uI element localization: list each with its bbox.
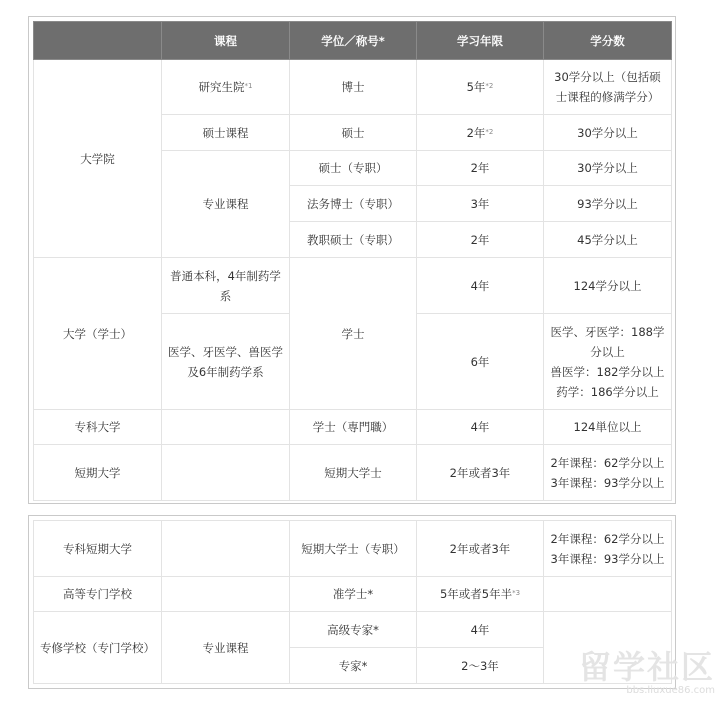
header-course: 课程	[162, 22, 290, 60]
row-label-specialist-junior-college: 专科短期大学	[34, 521, 162, 577]
degree-cell: 专家*	[290, 648, 417, 684]
row-label-grad-school: 大学院	[34, 60, 162, 258]
course-cell: 专业课程	[162, 151, 290, 258]
row-label-university: 大学（学士）	[34, 258, 162, 410]
years-cell: 5年$^{*2}$	[417, 60, 544, 115]
degree-table-panel-1	[28, 16, 676, 504]
credits-cell: 93学分以上	[544, 186, 672, 222]
watermark	[579, 649, 715, 696]
watermark-url: bbs.liuxue86.com	[626, 685, 715, 696]
years-cell: 2年或者3年	[417, 521, 544, 577]
table-row	[34, 521, 672, 577]
degree-cell: 硕士（专职）	[290, 151, 417, 186]
row-label-junior-college: 短期大学	[34, 445, 162, 501]
course-cell	[162, 410, 290, 445]
table-row	[34, 60, 672, 115]
table-header-row	[34, 22, 672, 60]
degree-cell: 短期大学士（专职）	[290, 521, 417, 577]
row-label-specialist-university: 专科大学	[34, 410, 162, 445]
table-row	[34, 577, 672, 612]
course-cell	[162, 521, 290, 577]
degree-cell: 硕士	[290, 115, 417, 151]
table-row	[34, 258, 672, 314]
header-degree: 学位／称号*	[290, 22, 417, 60]
years-cell: 3年	[417, 186, 544, 222]
years-cell: 2年	[417, 222, 544, 258]
credits-cell: 2年课程：62学分以上 3年课程：93学分以上	[544, 445, 672, 501]
degree-cell: 学士	[290, 258, 417, 410]
header-blank	[34, 22, 162, 60]
watermark-logo-text: 留学社区	[578, 648, 715, 686]
credits-cell: 124学分以上	[544, 258, 672, 314]
credits-cell: 30学分以上	[544, 115, 672, 151]
course-cell: 医学、牙医学、兽医学及6年制药学系	[162, 314, 290, 410]
course-cell: 普通本科，4年制药学系	[162, 258, 290, 314]
degree-cell: 高级专家*	[290, 612, 417, 648]
years-cell: 6年	[417, 314, 544, 410]
credits-cell: 124単位以上	[544, 410, 672, 445]
degree-cell: 学士（専門職）	[290, 410, 417, 445]
credits-cell: 45学分以上	[544, 222, 672, 258]
degree-cell: 法务博士（专职）	[290, 186, 417, 222]
degree-cell: 教职硕士（专职）	[290, 222, 417, 258]
course-cell: 专业课程	[162, 612, 290, 684]
row-label-technical-college: 高等专门学校	[34, 577, 162, 612]
table-row	[34, 445, 672, 501]
credits-cell: 2年课程：62学分以上 3年课程：93学分以上	[544, 521, 672, 577]
course-cell: 硕士课程	[162, 115, 290, 151]
degree-table-2	[33, 520, 672, 684]
credits-cell: 30学分以上	[544, 151, 672, 186]
credits-cell: 30学分以上（包括硕士课程的修满学分）	[544, 60, 672, 115]
years-cell: 4年	[417, 612, 544, 648]
degree-cell: 短期大学士	[290, 445, 417, 501]
table-row	[34, 612, 672, 648]
table-row	[34, 410, 672, 445]
years-cell: 2年	[417, 151, 544, 186]
degree-cell: 博士	[290, 60, 417, 115]
header-years: 学习年限	[417, 22, 544, 60]
years-cell: 4年	[417, 258, 544, 314]
header-credits: 学分数	[544, 22, 672, 60]
credits-cell: 医学、牙医学：188学分以上 兽医学：182学分以上 药学：186学分以上	[544, 314, 672, 410]
credits-cell	[544, 577, 672, 612]
years-cell: 2～3年	[417, 648, 544, 684]
years-cell: 4年	[417, 410, 544, 445]
course-cell	[162, 445, 290, 501]
row-label-vocational-school: 专修学校（专门学校）	[34, 612, 162, 684]
years-cell: 2年或者3年	[417, 445, 544, 501]
course-cell: 研究生院$^{*1}$	[162, 60, 290, 115]
degree-table-1	[33, 21, 672, 501]
course-cell	[162, 577, 290, 612]
years-cell: 2年$^{*2}$	[417, 115, 544, 151]
years-cell: 5年或者5年半$^{*3}$	[417, 577, 544, 612]
degree-cell: 准学士*	[290, 577, 417, 612]
